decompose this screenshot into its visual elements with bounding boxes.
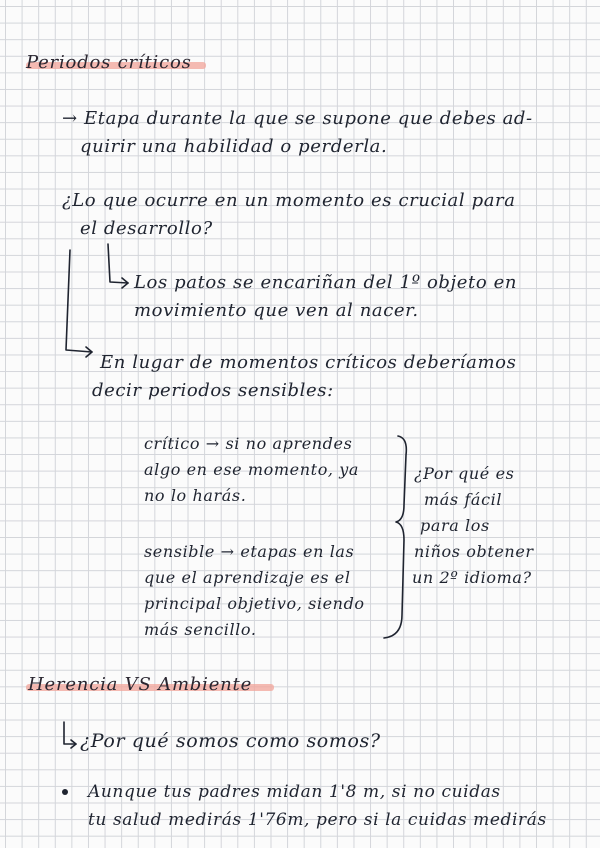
critico-line-2: algo en ese momento, ya [144, 460, 360, 479]
side-question-line-5: un 2º idioma? [412, 568, 532, 587]
bullet-line-2: tu salud medirás 1'76m, pero si la cuidas medirás [88, 810, 547, 830]
sensible-line-2: que el aprendizaje es el [144, 568, 351, 587]
example-line-1: Los patos se encariñan del 1º objeto en [134, 272, 518, 293]
definition-line-1: → Etapa durante la que se supone que debes ad- [62, 108, 533, 129]
critico-line-1: crítico → si no aprendes [144, 434, 353, 453]
section2-question: ¿Por qué somos como somos? [80, 730, 381, 752]
side-question-line-1: ¿Por qué es [414, 464, 515, 483]
question-line-2: el desarrollo? [80, 218, 213, 239]
side-question-line-4: niños obtener [414, 542, 534, 561]
sensitive-line-1: En lugar de momentos críticos deberíamos [100, 352, 517, 373]
connector-arrow-sensitive [66, 250, 92, 352]
example-line-2: movimiento que ven al nacer. [134, 300, 419, 321]
connector-arrow-question [64, 722, 76, 744]
section-heading-herencia-vs-ambiente: Herencia VS Ambiente [28, 674, 253, 695]
side-question-line-3: para los [420, 516, 490, 535]
sensible-line-3: principal objetivo, siendo [144, 594, 365, 613]
sensible-line-1: sensible → etapas en las [144, 542, 355, 561]
critico-line-3: no lo harás. [144, 486, 247, 505]
curly-brace [384, 436, 406, 638]
question-line-1: ¿Lo que ocurre en un momento es crucial para [62, 190, 516, 211]
sensible-line-4: más sencillo. [144, 620, 257, 639]
definition-line-2: quirir una habilidad o perderla. [80, 136, 388, 157]
connector-arrow-example [108, 244, 128, 283]
bullet-line-1: Aunque tus padres midan 1'8 m, si no cuidas [88, 782, 501, 802]
sensitive-line-2: decir periodos sensibles: [92, 380, 334, 401]
side-question-line-2: más fácil [424, 490, 503, 509]
section-heading-periodos-criticos: Periodos críticos [26, 52, 192, 73]
